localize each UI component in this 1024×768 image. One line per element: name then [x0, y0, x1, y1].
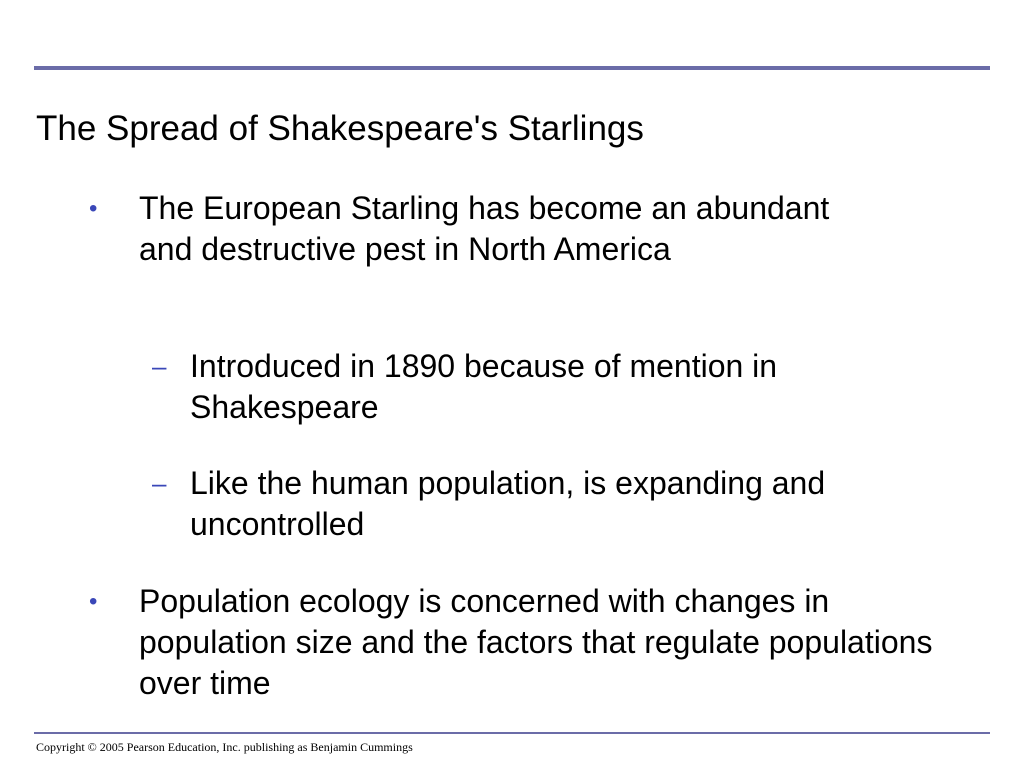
dash-icon: – — [152, 351, 167, 381]
bullet-item — [89, 188, 859, 270]
bullet-item — [89, 581, 979, 704]
sub-bullet-text: Introduced in 1890 because of mention in Shakespeare — [190, 348, 778, 425]
bullet-text: The European Starling has become an abundant and destructive pest in North America — [139, 190, 830, 267]
dash-icon: – — [152, 468, 167, 498]
sub-bullet-item — [152, 346, 950, 428]
sub-bullet-item — [152, 463, 930, 545]
bottom-divider — [34, 732, 990, 734]
bullet-icon: • — [89, 195, 98, 222]
bullet-text: Population ecology is concerned with changes in population size and the factors that regulate populations over time — [139, 583, 933, 701]
sub-bullet-text: Like the human population, is expanding and uncontrolled — [190, 465, 826, 542]
bullet-icon: • — [89, 588, 98, 615]
slide-title: The Spread of Shakespeare's Starlings — [36, 109, 644, 148]
copyright-notice: Copyright © 2005 Pearson Education, Inc. publishing as Benjamin Cummings — [36, 740, 413, 754]
top-divider — [34, 66, 990, 70]
